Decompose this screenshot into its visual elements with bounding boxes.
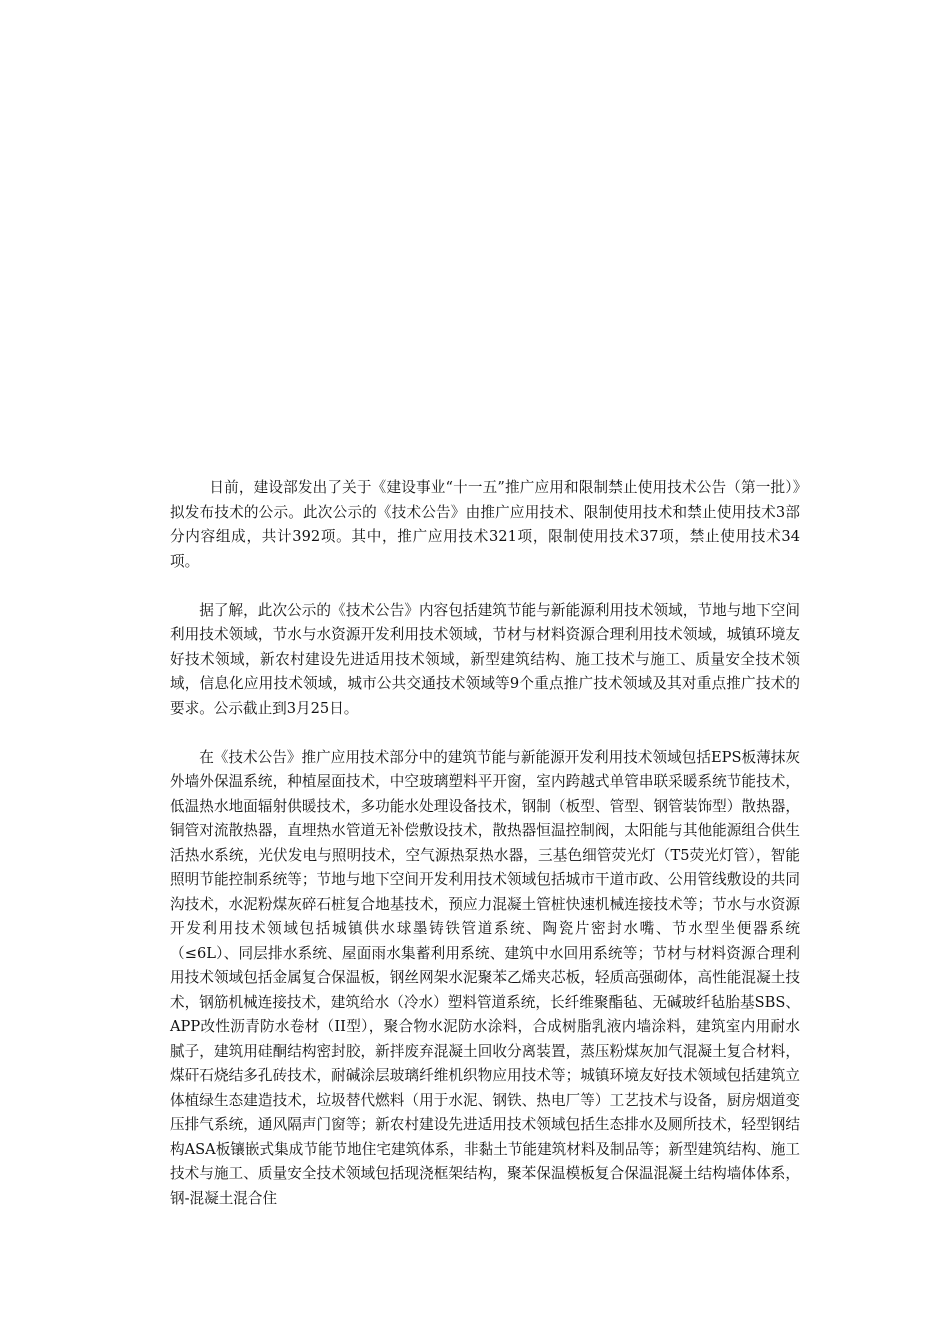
document-body	[170, 476, 800, 1211]
paragraph-announcement: 日前，建设部发出了关于《建设事业“十一五”推广应用和限制禁止使用技术公告（第一批）》拟发布技术的公示。此次公示的《技术公告》由推广应用技术、限制使用技术和禁止使用技术3部分内容组成，共计392项。其中，推广应用技术321项，限制使用技术37项，禁止使用技术34项。	[170, 479, 800, 570]
paragraph-technologies: 在《技术公告》推广应用技术部分中的建筑节能与新能源开发利用技术领域包括EPS板薄抹灰外墙外保温系统，种植屋面技术，中空玻璃塑料平开窗，室内跨越式单管串联采暖系统节能技术，低温热水地面辐射供暖技术，多功能水处理设备技术，钢制（板型、管型、钢管装饰型）散热器，铜管对流散热器，直埋热水管道无补偿敷设技术，散热器恒温控制阀，太阳能与其他能源组合供生活热水系统，光伏发电与照明技术，空气源热泵热水器，三基色细管荧光灯（T5荧光灯管），智能照明节能控制系统等；节地与地下空间开发利用技术领域包括城市干道市政、公用管线敷设的共同沟技术，水泥粉煤灰碎石桩复合地基技术，预应力混凝土管桩快速机械连接技术等；节水与水资源开发利用技术领域包括城镇供水球墨铸铁管道系统、陶瓷片密封水嘴、节水型坐便器系统（≤6L）、同层排水系统、屋面雨水集蓄利用系统、建筑中水回用系统等；节材与材料资源合理利用技术领域包括金属复合保温板，钢丝网架水泥聚苯乙烯夹芯板，轻质高强砌体，高性能混凝土技术，钢筋机械连接技术，建筑给水（冷水）塑料管道系统，长纤维聚酯毡、无碱玻纤毡胎基SBS、APP改性沥青防水卷材（II型），聚合物水泥防水涂料，合成树脂乳液内墙涂料，建筑室内用耐水腻子，建筑用硅酮结构密封胶，新拌废弃混凝土回收分离装置，蒸压粉煤灰加气混凝土复合材料，煤矸石烧结多孔砖技术，耐碱涂层玻璃纤维机织物应用技术等；城镇环境友好技术领域包括建筑立体植绿生态建造技术，垃圾替代燃料（用于水泥、钢铁、热电厂等）工艺技术与设备，厨房烟道变压排气系统，通风隔声门窗等；新农村建设先进适用技术领域包括生态排水及厕所技术，轻型钢结构ASA板镶嵌式集成节能节地住宅建筑体系，非黏土节能建筑材料及制品等；新型建筑结构、施工技术与施工、质量安全技术领域包括现浇框架结构，聚苯保温模板复合保温混凝土结构墙体体系，钢-混凝土混合住	[170, 748, 800, 1207]
paragraph-scope: 据了解，此次公示的《技术公告》内容包括建筑节能与新能源利用技术领域，节地与地下空间利用技术领域，节水与水资源开发利用技术领域，节材与材料资源合理利用技术领域，城镇环境友好技术领域，新农村建设先进适用技术领域，新型建筑结构、施工技术与施工、质量安全技术领域，信息化应用技术领域，城市公共交通技术领域等9个重点推广技术领域及其对重点推广技术的要求。公示截止到3月25日。	[170, 601, 800, 717]
